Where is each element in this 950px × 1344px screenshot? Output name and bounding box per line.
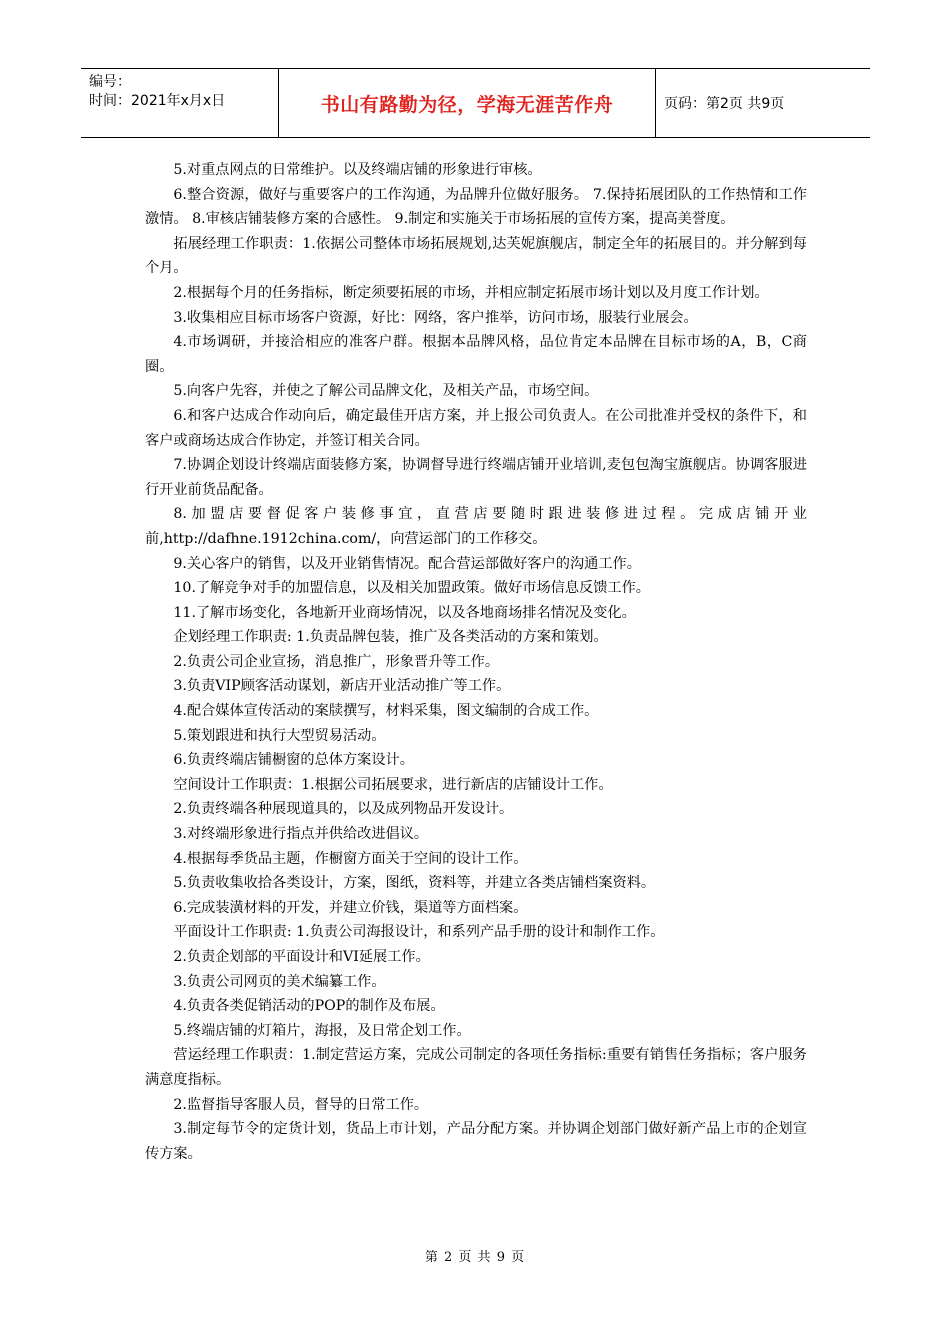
paragraph: 5.策划跟进和执行大型贸易活动。	[173, 727, 386, 744]
paragraph: 3.对终端形象进行指点并供给改进倡议。	[173, 826, 429, 843]
header-motto: 书山有路勤为径，学海无涯苦作舟	[279, 69, 656, 137]
paragraph: 3.负责公司网页的美术编纂工作。	[173, 973, 386, 990]
header-info-cell	[81, 69, 279, 137]
paragraph: 平面设计工作职责: 1.负责公司海报设计，和系列产品手册的设计和制作工作。	[173, 924, 665, 941]
paragraph: 4.根据每季货品主题，作橱窗方面关于空间的设计工作。	[173, 850, 528, 867]
paragraph: 2.负责终端各种展现道具的，以及成列物品开发设计。	[173, 801, 514, 818]
paragraph: 10.了解竞争对手的加盟信息，以及相关加盟政策。做好市场信息反馈工作。	[173, 580, 650, 597]
paragraph: 2.负责企划部的平面设计和VI延展工作。	[173, 949, 430, 965]
paragraph: 4.配合媒体宣传活动的案牍撰写，材料采集，图文编制的合成工作。	[173, 703, 599, 720]
paragraph: 2.根据每个月的任务指标，断定须要拓展的市场，并相应制定拓展市场计划以及月度工作计划。	[173, 284, 769, 301]
paragraph: 空间设计工作职责：1.根据公司拓展要求，进行新店的店铺设计工作。	[173, 776, 613, 793]
document-time: 时间：2021年x月x日	[89, 93, 226, 109]
paragraph: 3.收集相应目标市场客户资源，好比：网络，客户推举，访问市场，服装行业展会。	[173, 309, 698, 326]
header-page-number: 页码：第2页 共9页	[664, 96, 785, 112]
paragraph: 营运经理工作职责：1.制定营运方案，完成公司制定的各项任务指标:重要有销售任务指标；客户服务满意度指标。	[145, 1047, 807, 1088]
paragraph: 4.市场调研，并接洽相应的准客户群。根据本品牌风格，品位肯定本品牌在目标市场的A，B，C商圈。	[145, 334, 807, 375]
paragraph: 5.向客户先容，并使之了解公司品牌文化，及相关产品，市场空间。	[173, 383, 599, 400]
paragraph: 11.了解市场变化，各地新开业商场情况，以及各地商场排名情况及变化。	[173, 604, 636, 621]
paragraph: 6.负责终端店铺橱窗的总体方案设计。	[173, 752, 414, 769]
paragraph: 4.负责各类促销活动的POP的制作及布展。	[173, 998, 445, 1015]
document-body	[145, 158, 807, 1166]
paragraph: 6.完成装潢材料的开发，并建立价钱，渠道等方面档案。	[173, 899, 528, 916]
paragraph: 2.监督指导客服人员，督导的日常工作。	[173, 1096, 429, 1113]
header-table	[81, 68, 870, 138]
page-footer: 第 2 页 共 9 页	[424, 1250, 526, 1265]
paragraph: 9.关心客户的销售，以及开业销售情况。配合营运部做好客户的沟通工作。	[173, 555, 641, 572]
paragraph: 3.制定每节令的定货计划，货品上市计划，产品分配方案。并协调企划部门做好新产品上市的企划宣传方案。	[145, 1121, 807, 1162]
paragraph: 拓展经理工作职责：1.依据公司整体市场拓展规划,达芙妮旗舰店，制定全年的拓展目的。并分解到每个月。	[145, 235, 807, 277]
paragraph: 8.加盟店要督促客户装修事宜，直营店要随时跟进装修进过程。完成店铺开业前,http://dafhne.1912china.com/，向营运部门的工作移交。	[145, 506, 807, 547]
paragraph: 6.和客户达成合作动向后，确定最佳开店方案，并上报公司负责人。在公司批准并受权的条件下，和客户或商场达成合作协定，并签订相关合同。	[145, 407, 807, 449]
paragraph: 5.终端店铺的灯箱片，海报，及日常企划工作。	[173, 1022, 471, 1039]
paragraph: 企划经理工作职责: 1.负责品牌包装，推广及各类活动的方案和策划。	[173, 629, 608, 646]
paragraph: 6.整合资源，做好与重要客户的工作沟通，为品牌升位做好服务。 7.保持拓展团队的工作热情和工作激情。 8.审核店铺装修方案的合感性。 9.制定和实施关于市场拓展的宣传方案，提高美誉度。	[145, 186, 807, 228]
paragraph: 5.对重点网点的日常维护。以及终端店铺的形象进行审核。	[173, 162, 542, 178]
paragraph: 7.协调企划设计终端店面装修方案，协调督导进行终端店铺开业培训,麦包包淘宝旗舰店。协调客服进行开业前货品配备。	[145, 457, 807, 498]
document-number: 编号：	[89, 74, 131, 90]
paragraph: 2.负责公司企业宣扬，消息推广，形象晋升等工作。	[173, 653, 500, 670]
paragraph: 5.负责收集收拾各类设计，方案，图纸，资料等，并建立各类店铺档案资料。	[173, 875, 656, 892]
paragraph: 3.负责VIP顾客活动谋划，新店开业活动推广等工作。	[173, 678, 511, 695]
